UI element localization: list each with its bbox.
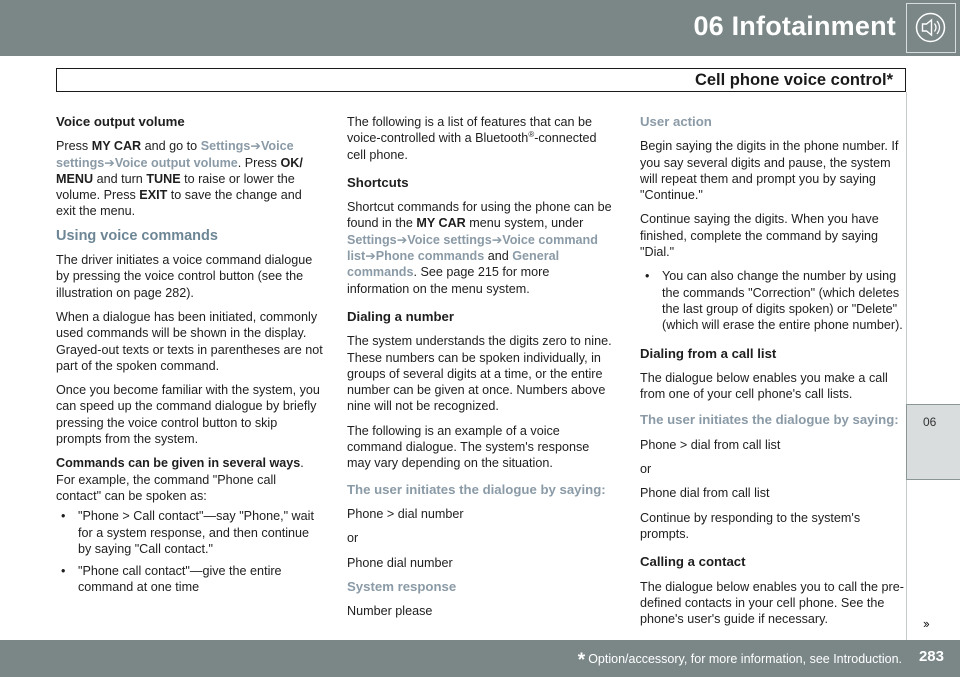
heading-dialing-from-call-list: Dialing from a call list — [640, 345, 777, 361]
menu-path-phone-commands: Phone commands — [375, 249, 485, 264]
footer-note-text: Option/accessory, for more information, see Introduction. — [588, 652, 902, 666]
dialogue-line: Number please — [347, 604, 433, 619]
dialogue-line: or — [347, 531, 359, 546]
asterisk: * — [577, 650, 586, 671]
paragraph — [347, 114, 615, 163]
list-item: • You can also change the number by using the commands "Correction" (which deletes the last group of digits spoken) or "Delete" (which will erase the entire phone number). — [640, 268, 908, 333]
speaker-icon — [907, 4, 954, 51]
text: and — [484, 249, 513, 264]
heading-user-initiates: The user initiates the dialogue by saying: — [347, 481, 606, 497]
menu-path-voice-settings: Voice settings — [407, 232, 492, 247]
text: TUNE — [146, 171, 181, 186]
text: Commands can be given in several ways — [56, 456, 301, 471]
paragraph: The driver initiates a voice command dialogue by pressing the voice control button (see the illustration on page 282). — [56, 253, 313, 300]
text: Shortcut commands for using the phone can be found in the — [347, 200, 612, 231]
section-bar — [56, 68, 906, 92]
text: -connected cell phone. — [347, 131, 597, 162]
text: OK/ MENU — [56, 155, 303, 186]
footer-note — [578, 650, 902, 672]
dialogue-line: Phone dial number — [347, 555, 453, 570]
paragraph: The dialogue below enables you make a call from one of your cell phone's call lists. — [640, 370, 888, 402]
chapter-icon — [906, 3, 956, 53]
paragraph: When a dialogue has been initiated, commonly used commands will be shown in the display. Grayed-out texts or texts in parentheses are not part of the spoken command. — [56, 309, 323, 373]
paragraph: The system understands the digits zero to nine. These numbers can be spoken individually, in groups of several digits at a time, or the entire number can be given at once. Numbers above nine will not be recognized. — [347, 334, 612, 414]
heading-voice-output-volume: Voice output volume — [56, 114, 185, 129]
text: . For example, the command "Phone call contact" can be spoken as: — [56, 456, 304, 503]
dialogue-line: Phone dial from call list — [640, 486, 770, 501]
bullet-list — [640, 268, 908, 333]
chapter-side-tab[interactable] — [906, 404, 960, 480]
menu-path-voice-command-list: Voice command list — [347, 232, 598, 264]
page-number: 283 — [918, 648, 944, 665]
column-2 — [347, 114, 615, 627]
paragraph: Continue saying the digits. When you have finished, complete the command by saying "Dial." — [640, 212, 879, 260]
paragraph-shortcuts — [347, 199, 615, 297]
heading-using-voice-commands: Using voice commands — [56, 227, 218, 244]
menu-path-general-commands: General commands — [347, 249, 560, 280]
menu-path-voice-output-volume: Voice output volume — [114, 155, 238, 170]
arrow-right-icon: ➔ — [396, 232, 408, 247]
heading-calling-a-contact: Calling a contact — [640, 554, 746, 570]
text: and go to — [141, 139, 201, 154]
paragraph — [56, 455, 324, 504]
heading-dialing-a-number: Dialing a number — [347, 308, 454, 324]
heading-user-initiates: The user initiates the dialogue by saying: — [640, 412, 899, 428]
text: The following is a list of features that can be voice-controlled with a Bluetooth — [347, 115, 593, 146]
text: menu system, under — [465, 216, 584, 231]
dialogue-line: Phone > dial from call list — [640, 437, 781, 452]
heading-user-action: User action — [640, 114, 712, 129]
text: Press — [56, 139, 92, 154]
arrow-right-icon: ➔ — [365, 249, 376, 264]
paragraph-volume — [56, 138, 324, 219]
paragraph: The dialogue below enables you to call the pre-defined contacts in your cell phone. See the phone's user's guide if necessary. — [640, 579, 904, 627]
paragraph: Begin saying the digits in the phone number. If you say several digits and pause, the system will repeat them and prompt you by saying "Continue." — [640, 139, 899, 203]
list-item: • "Phone > Call contact"—say "Phone," wait for a system response, and then continue by saying "Call contact." — [56, 508, 324, 557]
chapter-title: 06 Infotainment — [693, 11, 896, 41]
text: MY CAR — [91, 139, 142, 154]
text: EXIT — [139, 188, 168, 203]
paragraph: Continue by responding to the system's prompts. — [640, 510, 861, 541]
menu-path-settings: Settings — [347, 232, 397, 247]
next-page-icon[interactable]: ›› — [923, 616, 928, 631]
menu-path-voice-settings: Voice settings — [56, 139, 294, 170]
text: to raise or lower the volume. Press — [56, 171, 295, 203]
header-band — [0, 0, 960, 56]
dialogue-line: or — [640, 462, 652, 477]
side-tab-label: 06 — [923, 415, 937, 429]
column-1 — [56, 114, 324, 604]
paragraph: The following is an example of a voice command dialogue. The system's response may vary depending on the situation. — [347, 423, 590, 471]
text: . Press — [237, 155, 281, 170]
text: to save the change and exit the menu. — [56, 188, 302, 219]
dialogue-line: Phone > dial number — [347, 506, 464, 521]
text: MY CAR — [416, 216, 466, 231]
arrow-right-icon: ➔ — [491, 232, 503, 247]
heading-system-response: System response — [347, 578, 457, 594]
text: and turn — [93, 171, 147, 186]
arrow-right-icon: ➔ — [104, 155, 115, 170]
text: . See page 215 for more information on the menu system. — [347, 265, 550, 296]
section-title: Cell phone voice control* — [694, 71, 893, 89]
menu-path-settings: Settings — [200, 139, 251, 154]
arrow-right-icon: ➔ — [250, 139, 261, 154]
footer-band — [0, 640, 960, 677]
heading-shortcuts: Shortcuts — [347, 174, 409, 190]
list-item: • "Phone call contact"—give the entire command at one time — [56, 563, 324, 596]
paragraph: Once you become familiar with the system, you can speed up the command dialogue by briefly pressing the voice control button to skip prompts from the system. — [56, 383, 320, 447]
registered-mark: ® — [528, 130, 535, 140]
bullet-list — [56, 508, 324, 595]
column-3 — [640, 114, 908, 635]
